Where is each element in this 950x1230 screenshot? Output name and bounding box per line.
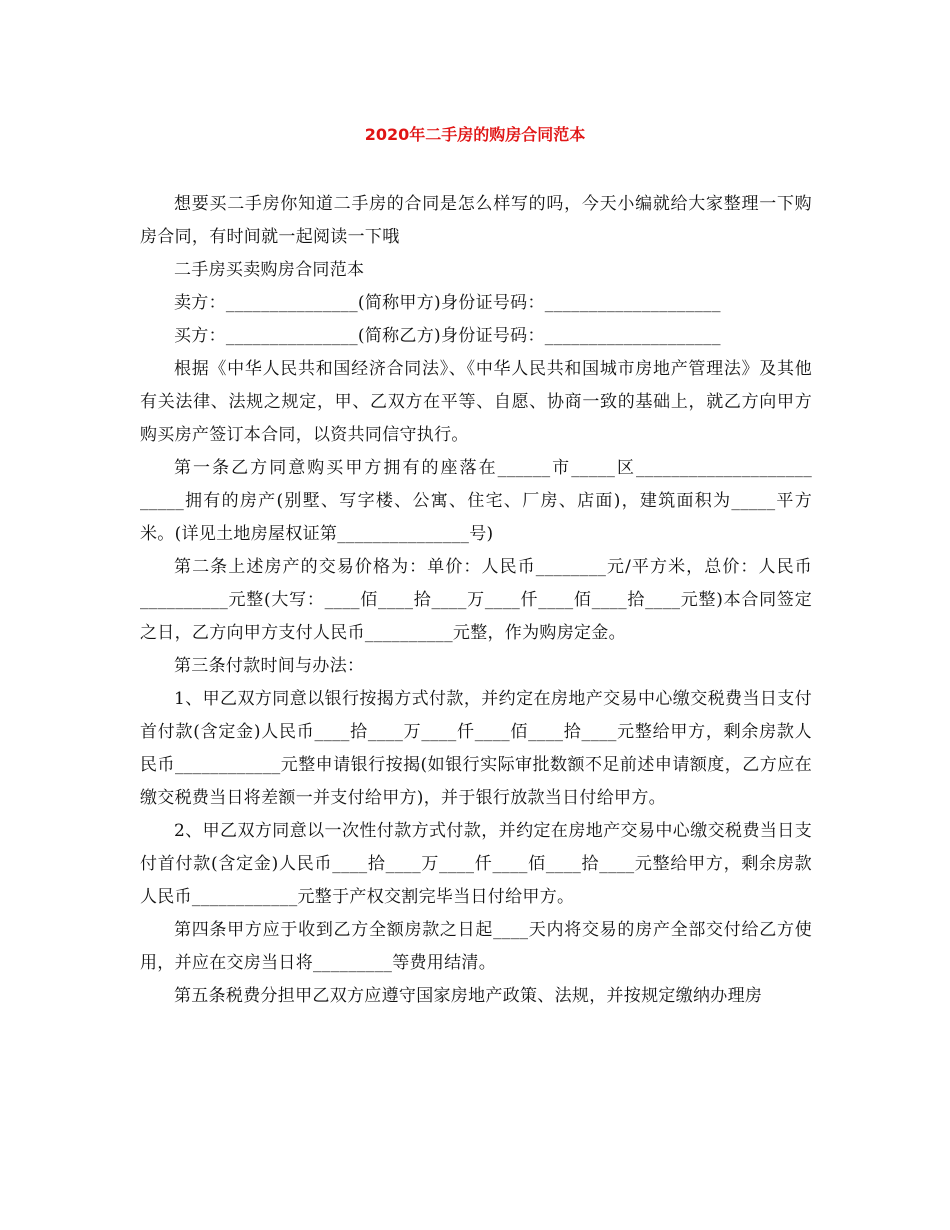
paragraph-article-2: 第二条上述房产的交易价格为：单价：人民币________元/平方米，总价：人民币__________元整(大写：____佰____拾____万____仟____佰____拾____元整)本合同签定之日，乙方向甲方支付人民币__________元整，作为购房定金。 bbox=[140, 557, 812, 643]
paragraph-article-3-item-1: 1、甲乙双方同意以银行按揭方式付款，并约定在房地产交易中心缴交税费当日支付首付款(含定金)人民币____拾____万____仟____佰____拾____元整给甲方，剩余房款人民币____________元整申请银行按揭(如银行实际审批数额不足前述申请额度，乙方应在缴交税费当日将差额一并支付给甲方)，并于银行放款当日付给甲方。 bbox=[140, 689, 812, 808]
paragraph-article-5: 第五条税费分担甲乙双方应遵守国家房地产政策、法规，并按规定缴纳办理房 bbox=[174, 986, 763, 1006]
paragraph-intro: 想要买二手房你知道二手房的合同是怎么样写的吗，今天小编就给大家整理一下购房合同，有时间就一起阅读一下哦 bbox=[140, 194, 812, 247]
paragraph-article-3-item-2: 2、甲乙双方同意以一次性付款方式付款，并约定在房地产交易中心缴交税费当日支付首付款(含定金)人民币____拾____万____仟____佰____拾____元整给甲方，剩余房款人民币____________元整于产权交割完毕当日付给甲方。 bbox=[140, 821, 812, 907]
document-body bbox=[140, 188, 812, 1013]
paragraph-article-1: 第一条乙方同意购买甲方拥有的座落在______市_____区____________________ _____拥有的房产(别墅、写字楼、公寓、住宅、厂房、店面)，建筑面积为_____平方米。(详见土地房屋权证第_______________号) bbox=[140, 458, 812, 544]
paragraph-article-4: 第四条甲方应于收到乙方全额房款之日起____天内将交易的房产全部交付给乙方使用，并应在交房当日将_________等费用结清。 bbox=[140, 920, 812, 973]
paragraph-buyer: 买方：_______________(简称乙方)身份证号码：____________________ bbox=[174, 326, 721, 346]
paragraph-article-3: 第三条付款时间与办法： bbox=[174, 656, 365, 676]
paragraph-legal-basis: 根据《中华人民共和国经济合同法》、《中华人民共和国城市房地产管理法》及其他有关法律、法规之规定，甲、乙双方在平等、自愿、协商一致的基础上，就乙方向甲方购买房产签订本合同，以资共同信守执行。 bbox=[140, 359, 812, 445]
paragraph-subtitle: 二手房买卖购房合同范本 bbox=[174, 260, 365, 280]
document-title: 2020年二手房的购房合同范本 bbox=[364, 125, 586, 144]
paragraph-seller: 卖方：_______________(简称甲方)身份证号码：____________________ bbox=[174, 293, 721, 313]
